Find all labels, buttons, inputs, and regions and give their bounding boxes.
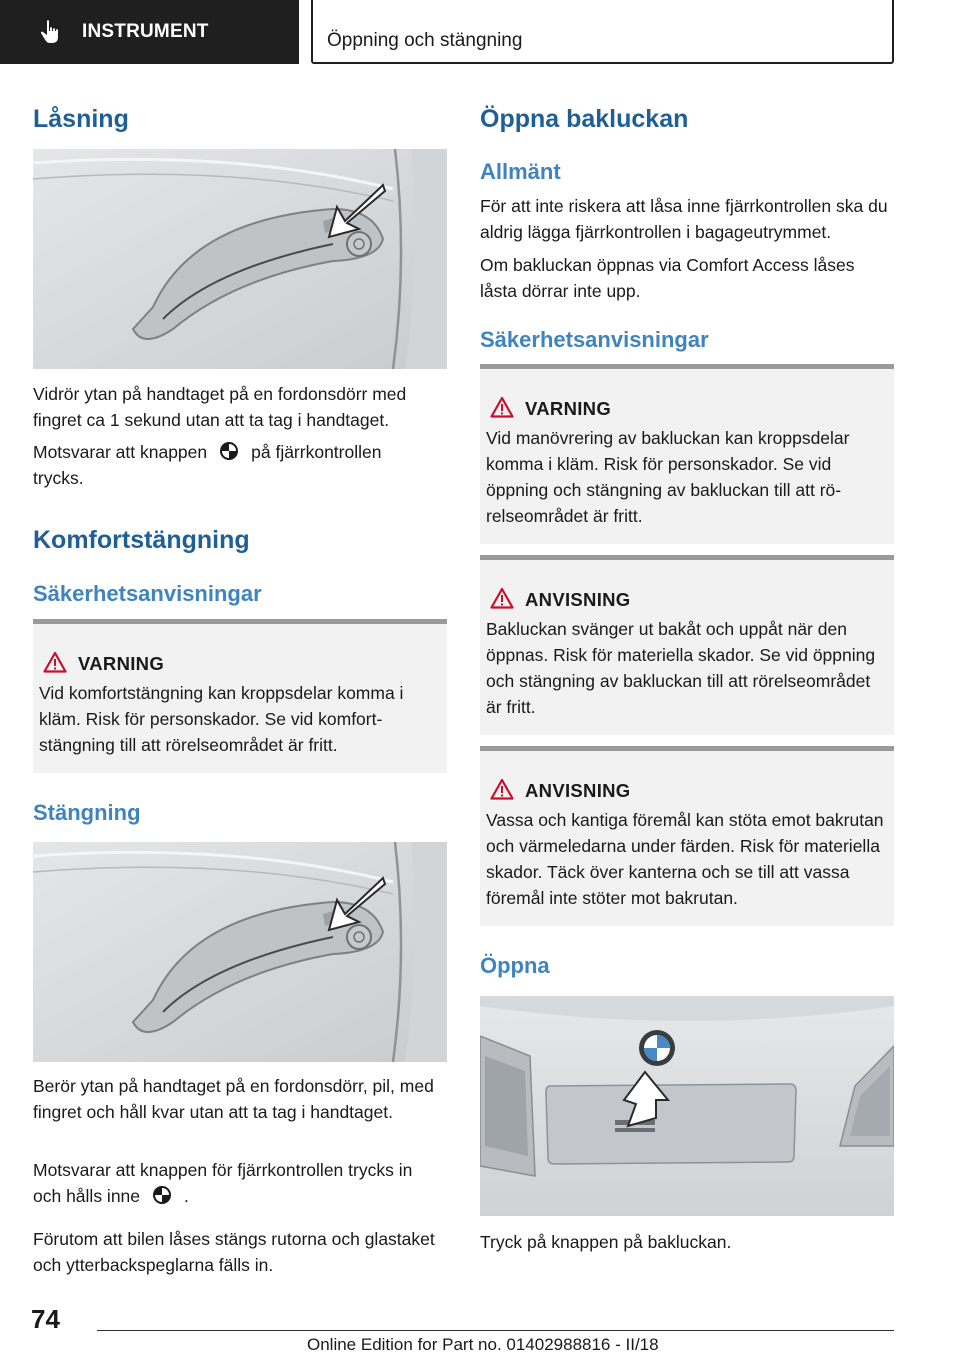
closing-p2-text-b: och hålls inne [33, 1186, 141, 1206]
notice-text: Bakluckan svänger ut bakåt och uppåt när den öppnas. Risk för materiella skador. Se vid öppning och stängning av bakluckan till att rörelseområdet är fritt. [486, 619, 876, 717]
notice-box-trunk-swing [480, 555, 894, 735]
closing-paragraph-2 [33, 1157, 447, 1209]
footer-edition: Online Edition for Part no. 01402988816 - II/18 [307, 1335, 659, 1354]
comfort-safety-heading: Säkerhetsanvisningar [33, 581, 262, 606]
page-number: 74 [31, 1304, 60, 1334]
warning-box-trunk [480, 364, 894, 544]
section-tab[interactable] [0, 0, 299, 64]
door-handle-image-closing [33, 842, 447, 1062]
trunk-safety-heading: Säkerhetsanvisningar [480, 327, 709, 352]
section-tab-label: INSTRUMENT [82, 21, 209, 42]
warning-title: VARNING [525, 398, 612, 419]
warning-box-comfort [33, 619, 447, 773]
notice-box-sharp-objects [480, 746, 894, 926]
hand-touch-icon [38, 19, 64, 45]
warning-triangle-icon [490, 396, 514, 418]
locking-p2-text-c: trycks. [33, 468, 84, 488]
open-trunk-heading: Öppna bakluckan [480, 105, 689, 133]
remote-lock-button-icon [152, 1185, 172, 1205]
comfort-closing-heading: Komfortstängning [33, 526, 250, 554]
locking-paragraph-2 [33, 439, 447, 491]
closing-paragraph-3: Förutom att bilen låses stängs rutorna och glastaket och ytterbackspeglarna fälls in. [33, 1229, 435, 1275]
locking-paragraph-1: Vidrör ytan på handtaget på en fordonsdörr med fingret ca 1 sekund utan att ta tag i handtaget. [33, 384, 407, 430]
closing-p2-text-c: . [184, 1186, 189, 1206]
warning-text: Vid komfortstängning kan kroppsdelar komma i kläm. Risk för personskador. Se vid komfortstängning till att rörelseområdet är fritt. [39, 683, 404, 755]
warning-text: Vid manövrering av bakluckan kan kroppsdelar komma i kläm. Risk för personskador. Se vid öppning och stängning av bakluckan till att rörelseområdet är fritt. [486, 428, 850, 526]
warning-triangle-icon [490, 587, 514, 609]
locking-p2-text-a: Motsvarar att knappen [33, 442, 208, 462]
warning-triangle-icon [43, 651, 67, 673]
general-paragraph-2: Om bakluckan öppnas via Comfort Access låses låsta dörrar inte upp. [480, 255, 855, 301]
locking-heading: Låsning [33, 105, 129, 133]
closing-heading: Stängning [33, 800, 141, 825]
notice-text: Vassa och kantiga föremål kan stöta emot bakrutan och värmeledarna under färden. Risk för materiella skador. Täck över kanterna och se till att vassa föremål inte stöter mot bakrutan. [486, 810, 884, 908]
chapter-header [311, 0, 894, 64]
notice-title: ANVISNING [525, 780, 631, 801]
locking-p2-text-b: på fjärrkontrollen [251, 442, 382, 462]
closing-p2-text-a: Motsvarar att knappen för fjärrkontrollen trycks in [33, 1160, 413, 1180]
general-heading: Allmänt [480, 159, 561, 184]
open-paragraph-1: Tryck på knappen på bakluckan. [480, 1232, 732, 1252]
chapter-title: Öppning och stängning [327, 30, 523, 51]
warning-triangle-icon [490, 778, 514, 800]
notice-title: ANVISNING [525, 589, 631, 610]
door-handle-image-locking [33, 149, 447, 369]
general-paragraph-1: För att inte riskera att låsa inne fjärrkontrollen ska du aldrig lägga fjärrkontrollen i bagageutrymmet. [480, 196, 888, 242]
footer-divider [97, 1330, 894, 1331]
open-heading: Öppna [480, 953, 550, 978]
closing-paragraph-1: Berör ytan på handtaget på en fordonsdörr, pil, med fingret och håll kvar utan att ta tag i handtaget. [33, 1076, 434, 1122]
trunk-button-image [480, 996, 894, 1216]
warning-title: VARNING [78, 653, 165, 674]
remote-lock-button-icon [219, 441, 239, 461]
